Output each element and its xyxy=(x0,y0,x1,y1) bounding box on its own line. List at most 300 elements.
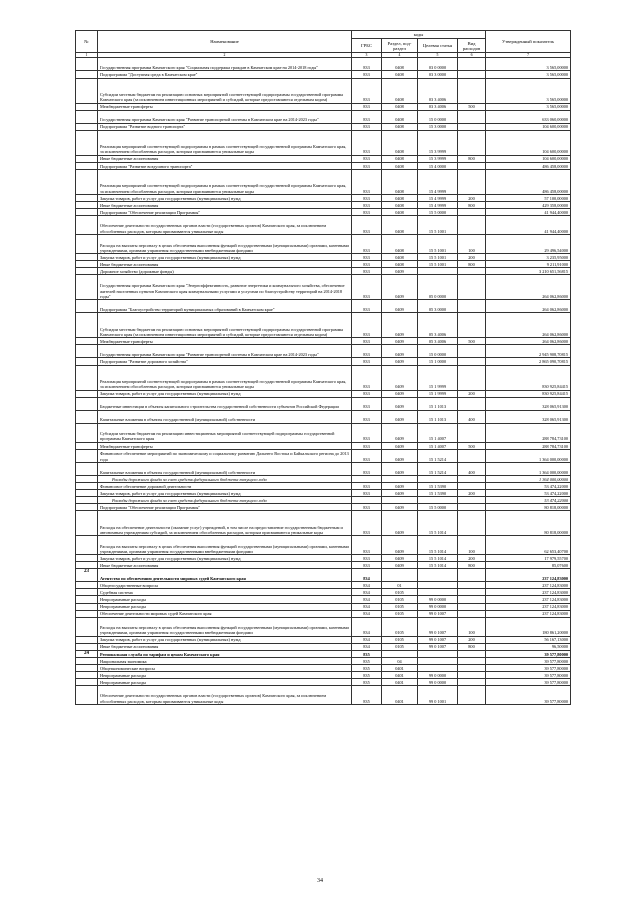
row-grbs: 834 xyxy=(352,636,382,643)
row-kind: 100 xyxy=(458,235,486,254)
row-name: Расходы дорожного фонда за счет средств федерального бюджета текущего года xyxy=(98,475,352,482)
row-number xyxy=(76,596,98,603)
row-amount: 39 577,80000 xyxy=(486,671,571,678)
row-name: Государственная программа Камчатского края "Социальная поддержка граждан в Камчатском крае на 2014-2018 годы" xyxy=(98,58,352,71)
row-name: Закупка товаров, работ и услуг для государственных (муниципальных) нужд xyxy=(98,636,352,643)
document-page xyxy=(75,30,570,705)
row-kind: 800 xyxy=(458,155,486,162)
row-section: 0409 xyxy=(382,462,418,475)
row-section: 0408 xyxy=(382,208,418,215)
row-section: 0408 xyxy=(382,261,418,268)
row-number xyxy=(76,216,98,235)
row-amount: 2 945 908,70815 xyxy=(486,345,571,358)
row-target: 15 4 9999 xyxy=(418,194,458,201)
row-number xyxy=(76,254,98,261)
row-section: 0409 xyxy=(382,345,418,358)
row-number xyxy=(76,275,98,300)
row-grbs: 833 xyxy=(352,275,382,300)
row-grbs: 833 xyxy=(352,216,382,235)
row-section xyxy=(382,497,418,504)
table-row xyxy=(76,275,571,300)
row-section: 0409 xyxy=(382,442,418,449)
row-amount: 288 784,73100 xyxy=(486,423,571,442)
row-section: 0408 xyxy=(382,130,418,155)
row-kind xyxy=(458,216,486,235)
row-kind xyxy=(458,58,486,71)
table-row xyxy=(76,261,571,268)
row-amount: 264 062,86000 xyxy=(486,275,571,300)
row-kind: 200 xyxy=(458,636,486,643)
row-name: Подпрограмма "Развитие воздушного транспорта" xyxy=(98,162,352,169)
row-number xyxy=(76,671,98,678)
row-amount: 53 474,22000 xyxy=(486,497,571,504)
row-name: Обеспечение деятельности государственных органов власти (государственных органов) Камчатского края, за исключением обособленных расходов, которым присваиваются уникальные коды xyxy=(98,216,352,235)
row-number xyxy=(76,123,98,130)
row-kind: 500 xyxy=(458,338,486,345)
row-amount: 288 784,73100 xyxy=(486,442,571,449)
row-amount: 830 925,84415 xyxy=(486,390,571,397)
row-amount: 328 065,91300 xyxy=(486,410,571,423)
row-grbs: 834 xyxy=(352,569,382,582)
row-grbs: 833 xyxy=(352,103,382,110)
table-row xyxy=(76,268,571,275)
row-grbs: 833 xyxy=(352,345,382,358)
row-amount: 237 124,83000 xyxy=(486,603,571,610)
row-section: 0409 xyxy=(382,338,418,345)
row-section: 0409 xyxy=(382,482,418,489)
row-number xyxy=(76,643,98,650)
row-section: 0409 xyxy=(382,449,418,462)
row-number xyxy=(76,423,98,442)
row-amount: 39 577,80000 xyxy=(486,678,571,685)
row-amount: 56 167,13000 xyxy=(486,636,571,643)
row-amount: 9 211,91000 xyxy=(486,261,571,268)
table-row xyxy=(76,254,571,261)
row-target xyxy=(418,582,458,589)
row-kind xyxy=(458,596,486,603)
row-name: Подпрограмма "Обеспечение реализации Программы" xyxy=(98,504,352,511)
row-amount: 104 600,00000 xyxy=(486,123,571,130)
row-number xyxy=(76,610,98,617)
col-num-header: № xyxy=(76,31,98,53)
row-amount: 104 600,00000 xyxy=(486,130,571,155)
row-section: 0409 xyxy=(382,300,418,313)
row-kind xyxy=(458,208,486,215)
row-section: 0105 xyxy=(382,643,418,650)
row-section: 0409 xyxy=(382,562,418,569)
table-row xyxy=(76,643,571,650)
row-target xyxy=(418,475,458,482)
row-grbs: 833 xyxy=(352,162,382,169)
row-kind xyxy=(458,110,486,123)
row-number xyxy=(76,103,98,110)
row-grbs: 833 xyxy=(352,462,382,475)
row-grbs: 833 xyxy=(352,397,382,410)
row-section xyxy=(382,650,418,657)
row-name: Бюджетные инвестиции в объекты капитального строительства государственной собственности субъектов Российской Федерации xyxy=(98,397,352,410)
codes-header: коды xyxy=(352,31,486,39)
row-section xyxy=(382,475,418,482)
row-name: Подпрограмма "Развитие водного транспорта" xyxy=(98,123,352,130)
row-name: Иные бюджетные ассигнования xyxy=(98,201,352,208)
row-kind: 500 xyxy=(458,442,486,449)
row-number: 24 xyxy=(76,650,98,657)
row-section: 0408 xyxy=(382,201,418,208)
col-kind-header: Вид расходов xyxy=(458,39,486,53)
row-name: Расходы дорожного фонда за счет средств федерального бюджета текущего года xyxy=(98,497,352,504)
row-target: 99 0 1007 xyxy=(418,643,458,650)
row-grbs: 835 xyxy=(352,650,382,657)
row-name: Подпрограмма "Обеспечение реализации Программы" xyxy=(98,208,352,215)
row-section: 0409 xyxy=(382,268,418,275)
row-section: 0409 xyxy=(382,397,418,410)
row-name: Закупка товаров, работ и услуг для государственных (муниципальных) нужд xyxy=(98,254,352,261)
row-amount: 57 100,00000 xyxy=(486,194,571,201)
idx-cell: 3 xyxy=(352,53,382,58)
row-section: 0408 xyxy=(382,169,418,194)
row-number xyxy=(76,58,98,71)
row-number xyxy=(76,268,98,275)
row-grbs: 834 xyxy=(352,610,382,617)
row-grbs: 833 xyxy=(352,313,382,338)
idx-cell: 4 xyxy=(382,53,418,58)
row-section: 0408 xyxy=(382,103,418,110)
row-section: 0105 xyxy=(382,603,418,610)
row-name: Расходы на выплаты персоналу в целях обеспечения выполнения функций государственными (муниципальными) органами, казенными учреждениями, органами управления государственными внебюджетными фондами xyxy=(98,617,352,636)
row-kind xyxy=(458,345,486,358)
row-section: 0408 xyxy=(382,155,418,162)
row-grbs: 833 xyxy=(352,511,382,536)
row-grbs: 833 xyxy=(352,58,382,71)
row-name: Закупка товаров, работ и услуг для государственных (муниципальных) нужд xyxy=(98,194,352,201)
row-target: 15 5 1001 xyxy=(418,261,458,268)
row-target: 99 0 1001 xyxy=(418,685,458,704)
row-name: Подпрограмма "Развитие дорожного хозяйства" xyxy=(98,358,352,365)
row-grbs: 833 xyxy=(352,254,382,261)
row-section: 0409 xyxy=(382,511,418,536)
row-kind xyxy=(458,610,486,617)
row-number xyxy=(76,208,98,215)
row-name: Общеэкономические вопросы xyxy=(98,664,352,671)
row-kind: 800 xyxy=(458,562,486,569)
table-row xyxy=(76,313,571,338)
table-row xyxy=(76,569,571,582)
row-amount: 3 565,00000 xyxy=(486,103,571,110)
row-name: Иные бюджетные ассигнования xyxy=(98,155,352,162)
row-amount: 3 210 651,56815 xyxy=(486,268,571,275)
table-row xyxy=(76,657,571,664)
row-number xyxy=(76,365,98,390)
row-number xyxy=(76,562,98,569)
row-number xyxy=(76,497,98,504)
idx-cell: 6 xyxy=(458,53,486,58)
row-name: Агентство по обеспечению деятельности мировых судей Камчатского края xyxy=(98,569,352,582)
row-kind xyxy=(458,268,486,275)
row-section: 0408 xyxy=(382,254,418,261)
row-target: 05 3 4006 xyxy=(418,313,458,338)
row-grbs: 833 xyxy=(352,555,382,562)
table-row xyxy=(76,110,571,123)
row-target: 15 5 1014 xyxy=(418,536,458,555)
row-number xyxy=(76,71,98,78)
row-amount: 486 458,00000 xyxy=(486,169,571,194)
row-target: 03 3 4006 xyxy=(418,78,458,103)
row-grbs: 833 xyxy=(352,338,382,345)
row-grbs: 833 xyxy=(352,110,382,123)
row-amount: 3 565,00000 xyxy=(486,58,571,71)
row-grbs: 835 xyxy=(352,657,382,664)
row-name: Субсидии местным бюджетам на реализацию основных мероприятий соответствующей подпрограммы государственной программы Камчатского края (за исключением инвестиционных мероприятий и субсидий, которые предоставляются отдельным кодом) xyxy=(98,313,352,338)
row-name: Государственная программа Камчатского края "Энергоэффективность, развитие энергетики и коммунального хозяйства, обеспечение жителей населенных пунктов Камчатского края коммунальными услугами и услугами по благоустройству территорий на 2014-2018 годы" xyxy=(98,275,352,300)
table-row xyxy=(76,410,571,423)
table-row xyxy=(76,511,571,536)
row-target: 99 0 1007 xyxy=(418,617,458,636)
budget-table xyxy=(75,30,571,705)
row-grbs: 833 xyxy=(352,71,382,78)
row-target: 15 1 1013 xyxy=(418,397,458,410)
row-section: 0408 xyxy=(382,162,418,169)
table-row xyxy=(76,603,571,610)
row-target: 15 0 0000 xyxy=(418,110,458,123)
row-amount: 39 577,80000 xyxy=(486,650,571,657)
row-number xyxy=(76,536,98,555)
row-number xyxy=(76,313,98,338)
row-name: Непрограммные расходы xyxy=(98,678,352,685)
row-number xyxy=(76,664,98,671)
row-section: 0408 xyxy=(382,71,418,78)
col-target-header: Целевая статья xyxy=(418,39,458,53)
row-kind xyxy=(458,497,486,504)
row-amount: 237 124,83000 xyxy=(486,569,571,582)
row-grbs: 833 xyxy=(352,194,382,201)
row-kind: 100 xyxy=(458,617,486,636)
row-section: 0408 xyxy=(382,216,418,235)
row-amount: 53 474,22000 xyxy=(486,490,571,497)
idx-cell: 2 xyxy=(98,53,352,58)
row-name: Обеспечение деятельности государственных органов власти (государственных органов) Камчатского края, за исключением обособленных расходов, которым присваиваются уникальные коды xyxy=(98,685,352,704)
table-row xyxy=(76,365,571,390)
row-target xyxy=(418,268,458,275)
row-target: 15 4 9999 xyxy=(418,169,458,194)
row-name: Закупка товаров, работ и услуг для государственных (муниципальных) нужд xyxy=(98,390,352,397)
idx-cell: 5 xyxy=(418,53,458,58)
row-name: Капитальные вложения в объекты государственной (муниципальной) собственности xyxy=(98,462,352,475)
row-section: 0409 xyxy=(382,536,418,555)
row-section: 0409 xyxy=(382,390,418,397)
row-grbs: 834 xyxy=(352,589,382,596)
row-name: Иные бюджетные ассигнования xyxy=(98,261,352,268)
row-target: 15 3 9999 xyxy=(418,155,458,162)
row-grbs xyxy=(352,475,382,482)
row-amount: 633 060,00000 xyxy=(486,110,571,123)
row-amount: 237 124,83000 xyxy=(486,582,571,589)
row-section: 0409 xyxy=(382,365,418,390)
table-row xyxy=(76,216,571,235)
row-grbs: 833 xyxy=(352,423,382,442)
row-number xyxy=(76,678,98,685)
row-target xyxy=(418,497,458,504)
row-kind: 100 xyxy=(458,536,486,555)
row-name: Общегосударственные вопросы xyxy=(98,582,352,589)
row-section: 0408 xyxy=(382,58,418,71)
col-grbs-header: ГРБС xyxy=(352,39,382,53)
row-target: 15 5 1001 xyxy=(418,254,458,261)
row-number xyxy=(76,490,98,497)
table-row xyxy=(76,442,571,449)
row-amount: 3 565,00000 xyxy=(486,71,571,78)
idx-cell: 1 xyxy=(76,53,98,58)
row-kind xyxy=(458,685,486,704)
row-kind xyxy=(458,603,486,610)
row-kind xyxy=(458,300,486,313)
row-grbs: 833 xyxy=(352,208,382,215)
row-number xyxy=(76,657,98,664)
row-number xyxy=(76,235,98,254)
row-amount: 80 818,00000 xyxy=(486,511,571,536)
table-row xyxy=(76,235,571,254)
table-row xyxy=(76,650,571,657)
row-name: Расходы на выплаты персоналу в целях обеспечения выполнения функций государственными (муниципальными) органами, казенными учреждениями, органами управления государственными внебюджетными фондами xyxy=(98,536,352,555)
row-name: Капитальные вложения в объекты государственной (муниципальной) собственности xyxy=(98,410,352,423)
row-number xyxy=(76,345,98,358)
table-row xyxy=(76,490,571,497)
row-number xyxy=(76,475,98,482)
row-section: 0105 xyxy=(382,596,418,603)
row-target xyxy=(418,650,458,657)
row-name: Финансовое обеспечение мероприятий по экономическому и социальному развитию Дальнего Востока и Байкальского региона до 2013 года xyxy=(98,449,352,462)
row-kind xyxy=(458,423,486,442)
row-target: 99 0 0000 xyxy=(418,596,458,603)
row-number xyxy=(76,511,98,536)
row-target: 05 0 0000 xyxy=(418,275,458,300)
row-section: 0408 xyxy=(382,123,418,130)
row-grbs: 834 xyxy=(352,643,382,650)
row-target: 05 3 0000 xyxy=(418,300,458,313)
row-name: Реализация мероприятий соответствующей подпрограммы в рамках соответствующей государственной программы Камчатского края, за исключением обособленных расходов, которым присваиваются уникальные коды xyxy=(98,130,352,155)
row-grbs: 833 xyxy=(352,482,382,489)
row-number xyxy=(76,482,98,489)
row-number xyxy=(76,397,98,410)
row-target: 15 5 1014 xyxy=(418,562,458,569)
row-target: 15 3 0000 xyxy=(418,123,458,130)
row-amount: 41 944,40000 xyxy=(486,208,571,215)
row-target: 15 1 9999 xyxy=(418,390,458,397)
row-target: 15 1 5214 xyxy=(418,462,458,475)
row-kind xyxy=(458,650,486,657)
row-kind xyxy=(458,511,486,536)
row-name: Дорожное хозяйство (дорожные фонды) xyxy=(98,268,352,275)
row-section: 0401 xyxy=(382,678,418,685)
table-row xyxy=(76,596,571,603)
row-kind xyxy=(458,123,486,130)
row-grbs: 833 xyxy=(352,300,382,313)
row-grbs: 833 xyxy=(352,442,382,449)
row-kind: 200 xyxy=(458,490,486,497)
row-grbs: 833 xyxy=(352,536,382,555)
row-target: 15 5 0000 xyxy=(418,504,458,511)
table-row xyxy=(76,358,571,365)
row-kind: 800 xyxy=(458,261,486,268)
row-target: 15 1 5390 xyxy=(418,482,458,489)
row-target: 15 1 9999 xyxy=(418,365,458,390)
row-grbs xyxy=(352,497,382,504)
row-number xyxy=(76,410,98,423)
row-amount: 264 062,86000 xyxy=(486,338,571,345)
row-amount: 237 124,83000 xyxy=(486,596,571,603)
row-target: 15 1 4007 xyxy=(418,423,458,442)
row-grbs: 833 xyxy=(352,155,382,162)
table-row xyxy=(76,449,571,462)
row-section: 0401 xyxy=(382,685,418,704)
col-name-header: Наименование xyxy=(98,31,352,53)
table-row xyxy=(76,155,571,162)
row-grbs: 833 xyxy=(352,562,382,569)
table-row xyxy=(76,482,571,489)
table-row xyxy=(76,589,571,596)
row-kind xyxy=(458,275,486,300)
table-row xyxy=(76,504,571,511)
row-amount: 180 861,20000 xyxy=(486,617,571,636)
table-row xyxy=(76,300,571,313)
row-grbs: 833 xyxy=(352,130,382,155)
row-number xyxy=(76,504,98,511)
row-number xyxy=(76,390,98,397)
row-section: 0105 xyxy=(382,610,418,617)
table-row xyxy=(76,58,571,71)
row-kind xyxy=(458,504,486,511)
row-section: 0409 xyxy=(382,555,418,562)
row-kind: 400 xyxy=(458,410,486,423)
row-number xyxy=(76,261,98,268)
row-target: 15 4 9999 xyxy=(418,201,458,208)
row-amount: 237 124,83000 xyxy=(486,589,571,596)
table-row xyxy=(76,208,571,215)
row-number xyxy=(76,617,98,636)
idx-cell: 7 xyxy=(486,53,571,58)
table-row xyxy=(76,617,571,636)
row-amount: 830 925,84415 xyxy=(486,365,571,390)
row-amount: 62 653,40700 xyxy=(486,536,571,555)
row-name: Национальная экономика xyxy=(98,657,352,664)
row-name: Государственная программа Камчатского края "Развитие транспортной системы в Камчатском крае на 2014-2023 годы" xyxy=(98,110,352,123)
row-kind xyxy=(458,589,486,596)
row-grbs: 833 xyxy=(352,449,382,462)
row-target: 15 5 1001 xyxy=(418,216,458,235)
row-target: 15 5 1014 xyxy=(418,555,458,562)
row-grbs: 833 xyxy=(352,169,382,194)
row-target: 99 0 1007 xyxy=(418,610,458,617)
row-target: 99 0 0000 xyxy=(418,671,458,678)
row-kind xyxy=(458,475,486,482)
row-section xyxy=(382,569,418,582)
row-name: Реализация мероприятий соответствующей подпрограммы в рамках соответствующей государственной программы Камчатского края, за исключением обособленных расходов, которым присваиваются уникальные коды xyxy=(98,365,352,390)
row-name: Иные бюджетные ассигнования xyxy=(98,643,352,650)
table-row xyxy=(76,475,571,482)
row-name: Закупка товаров, работ и услуг для государственных (муниципальных) нужд xyxy=(98,490,352,497)
row-amount: 85,07600 xyxy=(486,562,571,569)
row-grbs: 833 xyxy=(352,123,382,130)
row-grbs: 833 xyxy=(352,365,382,390)
row-target: 99 0 0000 xyxy=(418,603,458,610)
row-amount: 1 364 000,00000 xyxy=(486,462,571,475)
table-row xyxy=(76,678,571,685)
table-row xyxy=(76,345,571,358)
row-number xyxy=(76,201,98,208)
row-number xyxy=(76,169,98,194)
row-target: 15 0 0000 xyxy=(418,345,458,358)
row-kind xyxy=(458,365,486,390)
row-target: 15 1 5390 xyxy=(418,490,458,497)
